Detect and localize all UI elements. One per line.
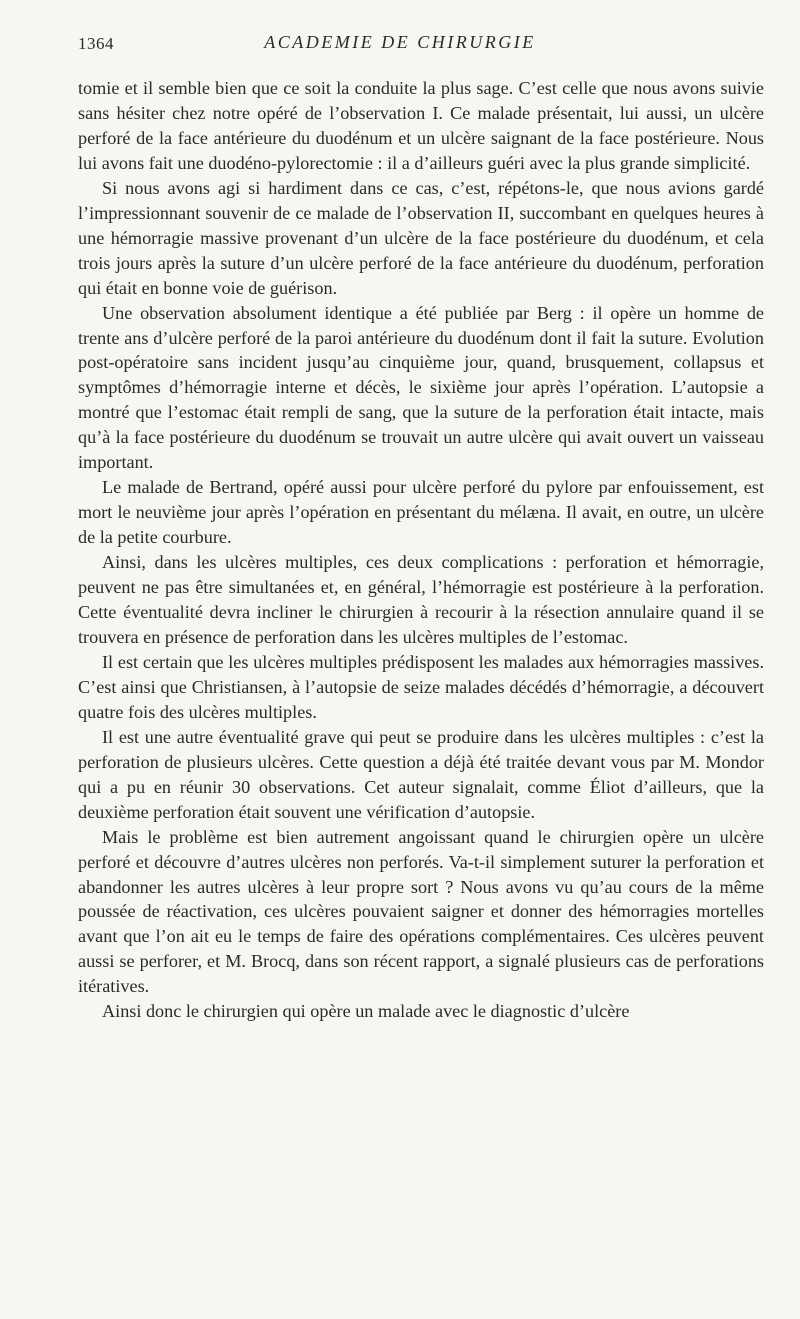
paragraph: Ainsi donc le chirurgien qui opère un malade avec le diagnostic d’ulcère (102, 1001, 630, 1022)
paragraph: Mais le problème est bien autrement angoissant quand le chirurgien opère un ulcère perforé et découvre d’autres ulcères non perforés. Va-t-il simplement suturer la perforation et abandonner les autres ulcères à leur propre sort ? Nous avons vu qu’au cours de la même poussée de réactivation, ces ulcères pouvaient saigner et donner des hémorragies mortelles avant que l’on ait eu le temps de faire des opérations complémentaires. Ces ulcères peuvent aussi se perforer, et M. Brocq, dans son récent rapport, a signalé plusieurs cas de perforations itératives. (78, 826, 764, 997)
paragraph: Il est certain que les ulcères multiples prédisposent les malades aux hémorragies massives. C’est ainsi que Christiansen, à l’autopsie de seize malades décédés d’hémorragie, a découvert quatre fois des ulcères multiples. (78, 651, 764, 722)
paragraph: Si nous avons agi si hardiment dans ce cas, c’est, répétons-le, que nous avions gardé l’impressionnant souvenir de ce malade de l’observation II, succombant en quelques heures à une hémorragie massive provenant d’un ulcère de la face postérieure du duodénum, et cela trois jours après la suture d’un ulcère perforé de la face antérieure du duodénum, perforation qui était en bonne voie de guérison. (78, 177, 764, 298)
paragraph: Une observation absolument identique a été publiée par Berg : il opère un homme de trente ans d’ulcère perforé de la paroi antérieure du duodénum dont il fait la suture. Evolution post-opératoire sans incident jusqu’au cinquième jour, quand, brusquement, collapsus et symptômes d’hémorragie interne et décès, le sixième jour après l’opération. L’autopsie a montré que l’estomac était rempli de sang, que la suture de la perforation était intacte, mais qu’à la face postérieure du duodénum se trouvait un autre ulcère qui avait ouvert un vaisseau important. (78, 302, 764, 473)
paragraph: tomie et il semble bien que ce soit la conduite la plus sage. C’est celle que nous avons suivie sans hésiter chez notre opéré de l’observation I. Ce malade présentait, lui aussi, un ulcère perforé de la face antérieure du duodénum et un ulcère saignant de la face postérieure. Nous lui avons fait une duodéno-pylorectomie : il a d’ailleurs guéri avec la plus grande simplicité. (78, 78, 764, 173)
body-text (78, 76, 764, 1024)
page-number: 1364 (78, 34, 114, 53)
paragraph: Il est une autre éventualité grave qui peut se produire dans les ulcères multiples : c’est la perforation de plusieurs ulcères. Cette question a déjà été traitée devant vous par M. Mondor qui a pu en réunir 30 observations. Cet auteur signalait, comme Éliot d’ailleurs, que la deuxième perforation était souvent une vérification d’autopsie. (78, 726, 764, 822)
paragraph: Le malade de Bertrand, opéré aussi pour ulcère perforé du pylore par enfouissement, est mort le neuvième jour après l’opération en présentant du mélæna. Il avait, en outre, un ulcère de la petite courbure. (78, 477, 764, 548)
paragraph: Ainsi, dans les ulcères multiples, ces deux complications : perforation et hémorragie, peuvent ne pas être simultanées et, en général, l’hémorragie est postérieure à la perforation. Cette éventualité devra incliner le chirurgien à recourir à la résection annulaire quand il se trouvera en présence de perforation dans les ulcères multiples de l’estomac. (78, 552, 764, 647)
running-title: ACADEMIE DE CHIRURGIE (264, 32, 536, 52)
